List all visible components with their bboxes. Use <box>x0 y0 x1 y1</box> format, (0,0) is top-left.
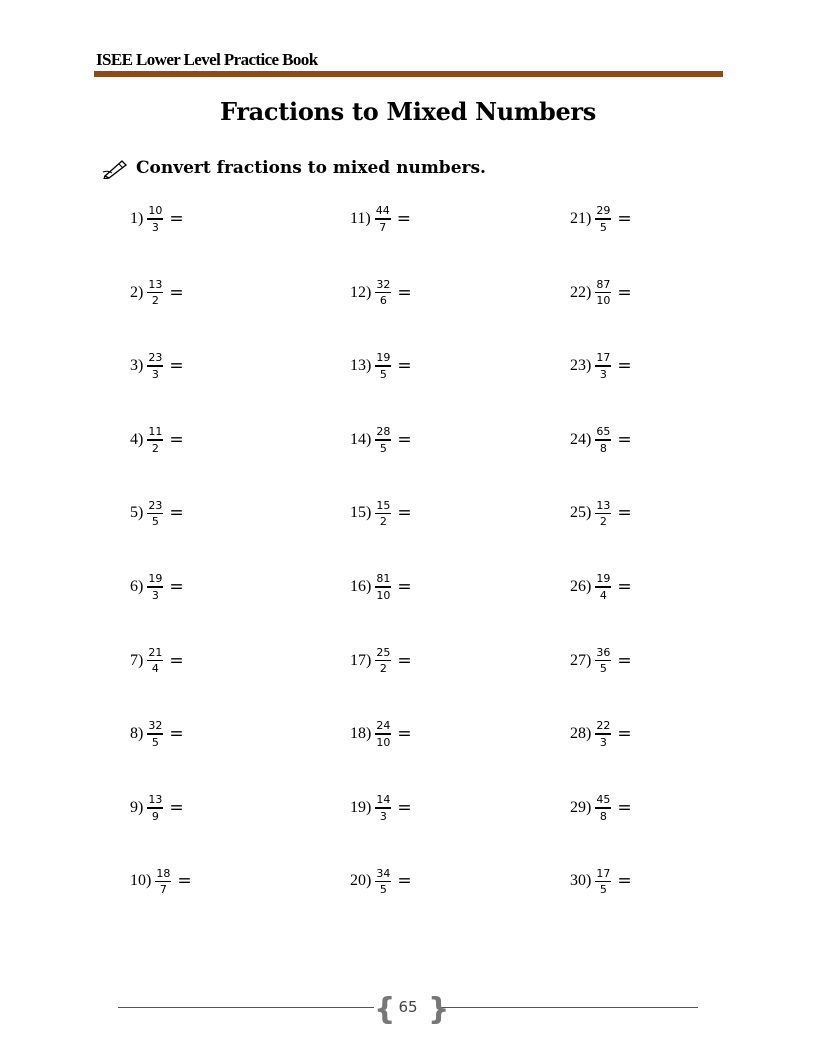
problem-item <box>130 786 184 830</box>
book-title: ISEE Lower Level Practice Book <box>96 50 318 69</box>
numerator: 10 <box>148 204 163 218</box>
numerator: 28 <box>376 425 391 439</box>
equals-sign: = <box>397 871 412 892</box>
numerator: 34 <box>376 866 391 880</box>
problem-number: 8) <box>130 725 144 743</box>
problem-number: 12) <box>350 283 372 301</box>
equals-sign: = <box>617 503 632 524</box>
denominator: 5 <box>599 883 607 897</box>
fraction <box>147 351 163 381</box>
denominator: 3 <box>379 809 387 823</box>
fraction <box>147 793 163 823</box>
equals-sign: = <box>169 209 184 229</box>
fraction <box>147 278 163 308</box>
problem-number: 27) <box>570 651 592 669</box>
denominator: 5 <box>599 662 607 676</box>
equals-sign: = <box>177 871 192 892</box>
fraction <box>595 793 611 823</box>
fraction <box>375 278 391 308</box>
denominator: 5 <box>151 515 159 529</box>
problem-item <box>570 491 632 535</box>
problem-number: 26) <box>570 578 592 595</box>
equals-sign: = <box>169 577 184 597</box>
fraction <box>595 204 611 234</box>
denominator: 4 <box>599 588 607 602</box>
problem-number: 29) <box>570 798 592 816</box>
fraction <box>147 204 163 234</box>
equals-sign: = <box>397 356 412 377</box>
fraction <box>595 499 611 529</box>
fraction <box>147 719 163 749</box>
problem-number: 5) <box>130 504 144 522</box>
problem-number: 17) <box>350 651 372 669</box>
header-rule <box>94 71 723 77</box>
equals-sign: = <box>617 356 632 377</box>
numerator: 32 <box>148 719 163 733</box>
problem-item <box>130 491 184 535</box>
denominator: 8 <box>599 441 607 455</box>
problem-item <box>570 344 632 388</box>
problem-number: 3) <box>130 357 144 375</box>
fraction <box>595 425 611 455</box>
problem-item <box>570 271 632 315</box>
problem-item <box>350 786 412 830</box>
equals-sign: = <box>617 871 632 892</box>
footer-left-brace: { <box>374 992 396 1027</box>
equals-sign: = <box>169 797 184 818</box>
fraction <box>375 572 391 602</box>
numerator: 18 <box>156 866 171 880</box>
problem-item <box>130 565 184 609</box>
problem-item <box>350 271 412 315</box>
problem-item <box>350 565 412 609</box>
footer-line-right <box>440 1007 698 1008</box>
problem-item <box>570 859 632 903</box>
problem-number: 4) <box>130 430 144 448</box>
problem-item <box>350 639 412 683</box>
numerator: 45 <box>596 793 611 807</box>
denominator: 2 <box>151 294 159 308</box>
equals-sign: = <box>617 429 632 450</box>
numerator: 25 <box>376 645 391 659</box>
problem-number: 6) <box>130 578 144 595</box>
denominator: 7 <box>159 883 167 897</box>
equals-sign: = <box>397 282 412 303</box>
numerator: 24 <box>376 719 391 733</box>
problem-number: 28) <box>570 725 592 743</box>
fraction <box>595 278 611 308</box>
fraction <box>375 425 391 455</box>
numerator: 65 <box>596 425 611 439</box>
numerator: 36 <box>596 645 611 659</box>
instruction-text: Convert fractions to mixed numbers. <box>136 158 486 178</box>
numerator: 17 <box>596 866 611 880</box>
denominator: 10 <box>596 294 611 308</box>
denominator: 2 <box>379 662 387 676</box>
fraction <box>147 499 163 529</box>
problem-item <box>570 639 632 683</box>
equals-sign: = <box>397 577 412 597</box>
problem-number: 13) <box>350 357 372 375</box>
problem-number: 15) <box>350 504 372 522</box>
fraction <box>375 646 391 676</box>
numerator: 23 <box>148 498 163 512</box>
fraction <box>375 793 391 823</box>
problem-item <box>130 859 192 903</box>
problem-number: 16) <box>350 578 372 595</box>
page-number: 65 <box>398 998 418 1016</box>
numerator: 13 <box>596 498 611 512</box>
fraction <box>375 499 391 529</box>
numerator: 32 <box>376 277 391 291</box>
problem-number: 19) <box>350 798 372 816</box>
numerator: 19 <box>596 572 611 586</box>
problem-item <box>570 786 632 830</box>
problem-item <box>130 271 184 315</box>
numerator: 21 <box>148 645 163 659</box>
fraction <box>155 867 171 897</box>
equals-sign: = <box>397 503 412 524</box>
problem-item <box>350 491 412 535</box>
problem-number: 11) <box>350 210 371 227</box>
problem-item <box>570 712 632 756</box>
fraction <box>595 646 611 676</box>
equals-sign: = <box>617 577 632 597</box>
problem-number: 9) <box>130 798 144 816</box>
problem-number: 1) <box>130 210 144 227</box>
equals-sign: = <box>617 282 632 303</box>
problem-item <box>350 418 412 462</box>
numerator: 44 <box>375 204 390 218</box>
denominator: 3 <box>599 735 607 749</box>
fraction <box>595 719 611 749</box>
denominator: 5 <box>379 367 387 381</box>
problem-number: 30) <box>570 872 592 890</box>
fraction <box>595 572 611 602</box>
fraction <box>147 572 163 602</box>
fraction <box>375 719 391 749</box>
fraction <box>595 351 611 381</box>
denominator: 5 <box>599 220 607 234</box>
numerator: 11 <box>148 425 163 439</box>
problem-number: 18) <box>350 725 372 743</box>
equals-sign: = <box>169 356 184 377</box>
page-title: Fractions to Mixed Numbers <box>220 97 596 126</box>
fraction <box>147 646 163 676</box>
problem-item <box>570 197 632 241</box>
equals-sign: = <box>397 650 412 671</box>
equals-sign: = <box>169 282 184 303</box>
denominator: 3 <box>151 588 159 602</box>
problem-number: 7) <box>130 651 144 669</box>
numerator: 81 <box>376 572 391 586</box>
denominator: 2 <box>151 441 159 455</box>
problem-item <box>570 418 632 462</box>
problem-number: 22) <box>570 283 592 301</box>
problem-item <box>350 712 412 756</box>
problem-item <box>130 712 184 756</box>
pencil-icon <box>102 157 128 179</box>
denominator: 3 <box>151 220 159 234</box>
equals-sign: = <box>169 724 184 745</box>
denominator: 10 <box>376 588 391 602</box>
problem-item <box>130 418 184 462</box>
problem-item <box>350 344 412 388</box>
denominator: 8 <box>599 809 607 823</box>
denominator: 4 <box>151 662 159 676</box>
problem-item <box>350 197 411 241</box>
equals-sign: = <box>617 650 632 671</box>
fraction <box>147 425 163 455</box>
denominator: 3 <box>151 367 159 381</box>
footer-right-brace: } <box>428 992 450 1027</box>
equals-sign: = <box>617 797 632 818</box>
numerator: 19 <box>148 572 163 586</box>
denominator: 9 <box>151 809 159 823</box>
denominator: 6 <box>379 294 387 308</box>
equals-sign: = <box>397 797 412 818</box>
numerator: 13 <box>148 793 163 807</box>
problem-number: 10) <box>130 872 152 890</box>
denominator: 3 <box>599 367 607 381</box>
denominator: 2 <box>379 515 387 529</box>
problem-number: 25) <box>570 504 592 522</box>
numerator: 23 <box>148 351 163 365</box>
numerator: 19 <box>376 351 391 365</box>
problem-number: 21) <box>570 210 592 227</box>
problem-item <box>130 344 184 388</box>
problem-number: 14) <box>350 430 372 448</box>
problem-number: 2) <box>130 283 144 301</box>
problem-number: 24) <box>570 430 592 448</box>
problem-number: 23) <box>570 357 592 375</box>
problem-item <box>130 197 184 241</box>
equals-sign: = <box>169 650 184 671</box>
denominator: 5 <box>379 441 387 455</box>
instruction <box>102 157 486 179</box>
denominator: 5 <box>379 883 387 897</box>
problem-item <box>130 639 184 683</box>
numerator: 15 <box>376 498 391 512</box>
denominator: 10 <box>376 735 391 749</box>
fraction <box>375 867 391 897</box>
numerator: 13 <box>148 277 163 291</box>
equals-sign: = <box>397 724 412 745</box>
numerator: 87 <box>596 277 611 291</box>
numerator: 29 <box>596 204 611 218</box>
equals-sign: = <box>169 429 184 450</box>
fraction <box>595 867 611 897</box>
denominator: 7 <box>379 220 387 234</box>
problem-item <box>350 859 412 903</box>
numerator: 22 <box>596 719 611 733</box>
footer-line-left <box>118 1007 374 1008</box>
problem-number: 20) <box>350 872 372 890</box>
equals-sign: = <box>169 503 184 524</box>
equals-sign: = <box>617 724 632 745</box>
numerator: 14 <box>376 793 391 807</box>
fraction <box>375 204 391 234</box>
problem-item <box>570 565 632 609</box>
equals-sign: = <box>396 209 411 229</box>
equals-sign: = <box>617 209 632 229</box>
denominator: 2 <box>599 515 607 529</box>
equals-sign: = <box>397 429 412 450</box>
denominator: 5 <box>151 735 159 749</box>
fraction <box>375 351 391 381</box>
numerator: 17 <box>596 351 611 365</box>
